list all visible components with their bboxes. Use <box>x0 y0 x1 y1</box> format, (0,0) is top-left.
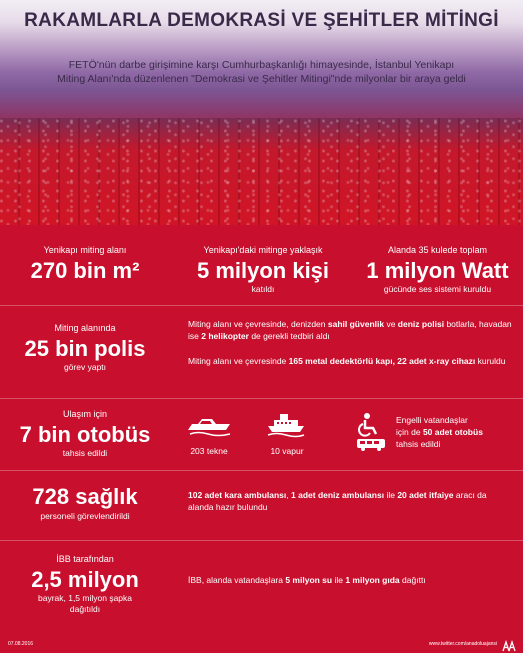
ambulance-text: 102 adet kara ambulansı, 1 adet deniz ambulansı ile 20 adet itfaiye aracı da alanda hazır bulundu <box>188 490 487 512</box>
stat-ibb-note1: bayrak, 1,5 milyon şapka <box>37 593 133 603</box>
crowd-photo <box>0 118 523 225</box>
stat-sound-value: 1 milyon Watt <box>366 258 509 283</box>
footer-date: 07.08.2016 <box>8 641 34 647</box>
stat-bus-note: tahsis edildi <box>62 448 108 458</box>
stat-health <box>5 484 165 522</box>
aa-logo-icon <box>502 637 516 649</box>
stat-police <box>5 322 165 373</box>
stat-ibb-label: İBB tarafından <box>56 554 114 564</box>
divider <box>0 398 523 400</box>
wheelchair-bus-icon <box>355 412 387 456</box>
footer-url: www.twitter.com/anadoluajansi <box>428 641 497 647</box>
stat-bus <box>5 408 165 459</box>
page-subtitle: FETÖ'nün darbe girişimine karşı Cumhurbaşkanlığı himayesinde, İstanbul Yenikapı Miting Alanı'nda düzenlenen "Demokrasi ve Şehitler Mitingi"nde milyonlar bir araya geldi <box>57 59 466 85</box>
stat-police-value: 25 bin polis <box>24 336 146 361</box>
boat-label: 203 tekne <box>190 446 228 456</box>
stat-attendance <box>178 244 348 295</box>
stat-sound <box>355 244 520 295</box>
ferry-label: 10 vapur <box>270 446 304 456</box>
disabled-text: Engelli vatandaşlar için de 50 adet otobüs tahsis edildi <box>396 415 483 449</box>
stat-area-label: Yenikapı miting alanı <box>43 245 127 255</box>
stat-sound-note: gücünde ses sistemi kuruldu <box>383 284 492 294</box>
stat-health-value: 728 sağlık <box>32 484 138 509</box>
divider <box>0 305 523 307</box>
stat-ibb-note2: dağıtıldı <box>69 604 101 614</box>
stat-ibb <box>5 553 165 615</box>
stat-police-note: görev yaptı <box>63 362 107 372</box>
speedboat-icon <box>186 416 232 442</box>
stat-area <box>5 244 165 284</box>
stat-sound-label: Alanda 35 kulede toplam <box>387 245 488 255</box>
stat-attendance-value: 5 milyon kişi <box>196 258 330 283</box>
stat-health-note: personeli görevlendirildi <box>40 511 130 521</box>
stat-bus-value: 7 bin otobüs <box>19 422 151 447</box>
ferry-icon <box>266 412 306 442</box>
ibb-text: İBB, alanda vatandaşlara 5 milyon su ile 1 milyon gıda dağıttı <box>188 575 426 585</box>
stat-ibb-value: 2,5 milyon <box>31 567 139 592</box>
stat-attendance-note: katıldı <box>251 284 275 294</box>
page-title: RAKAMLARLA DEMOKRASİ VE ŞEHİTLER MİTİNGİ <box>24 10 499 31</box>
stat-area-value: 270 bin m² <box>30 258 140 283</box>
stat-bus-label: Ulaşım için <box>62 409 107 419</box>
divider <box>0 470 523 472</box>
detector-text: Miting alanı ve çevresinde 165 metal dedektörlü kapı, 22 adet x-ray cihazı kuruldu <box>188 356 506 366</box>
stat-police-label: Miting alanında <box>54 323 116 333</box>
security-text: Miting alanı ve çevresinde, denizden sahil güvenlik ve deniz polisi botlarla, havadan ise 2 helikopter de gerekli tedbiri aldı <box>188 319 512 341</box>
stat-attendance-label: Yenikapı'daki mitinge yaklaşık <box>203 245 323 255</box>
divider <box>0 540 523 542</box>
